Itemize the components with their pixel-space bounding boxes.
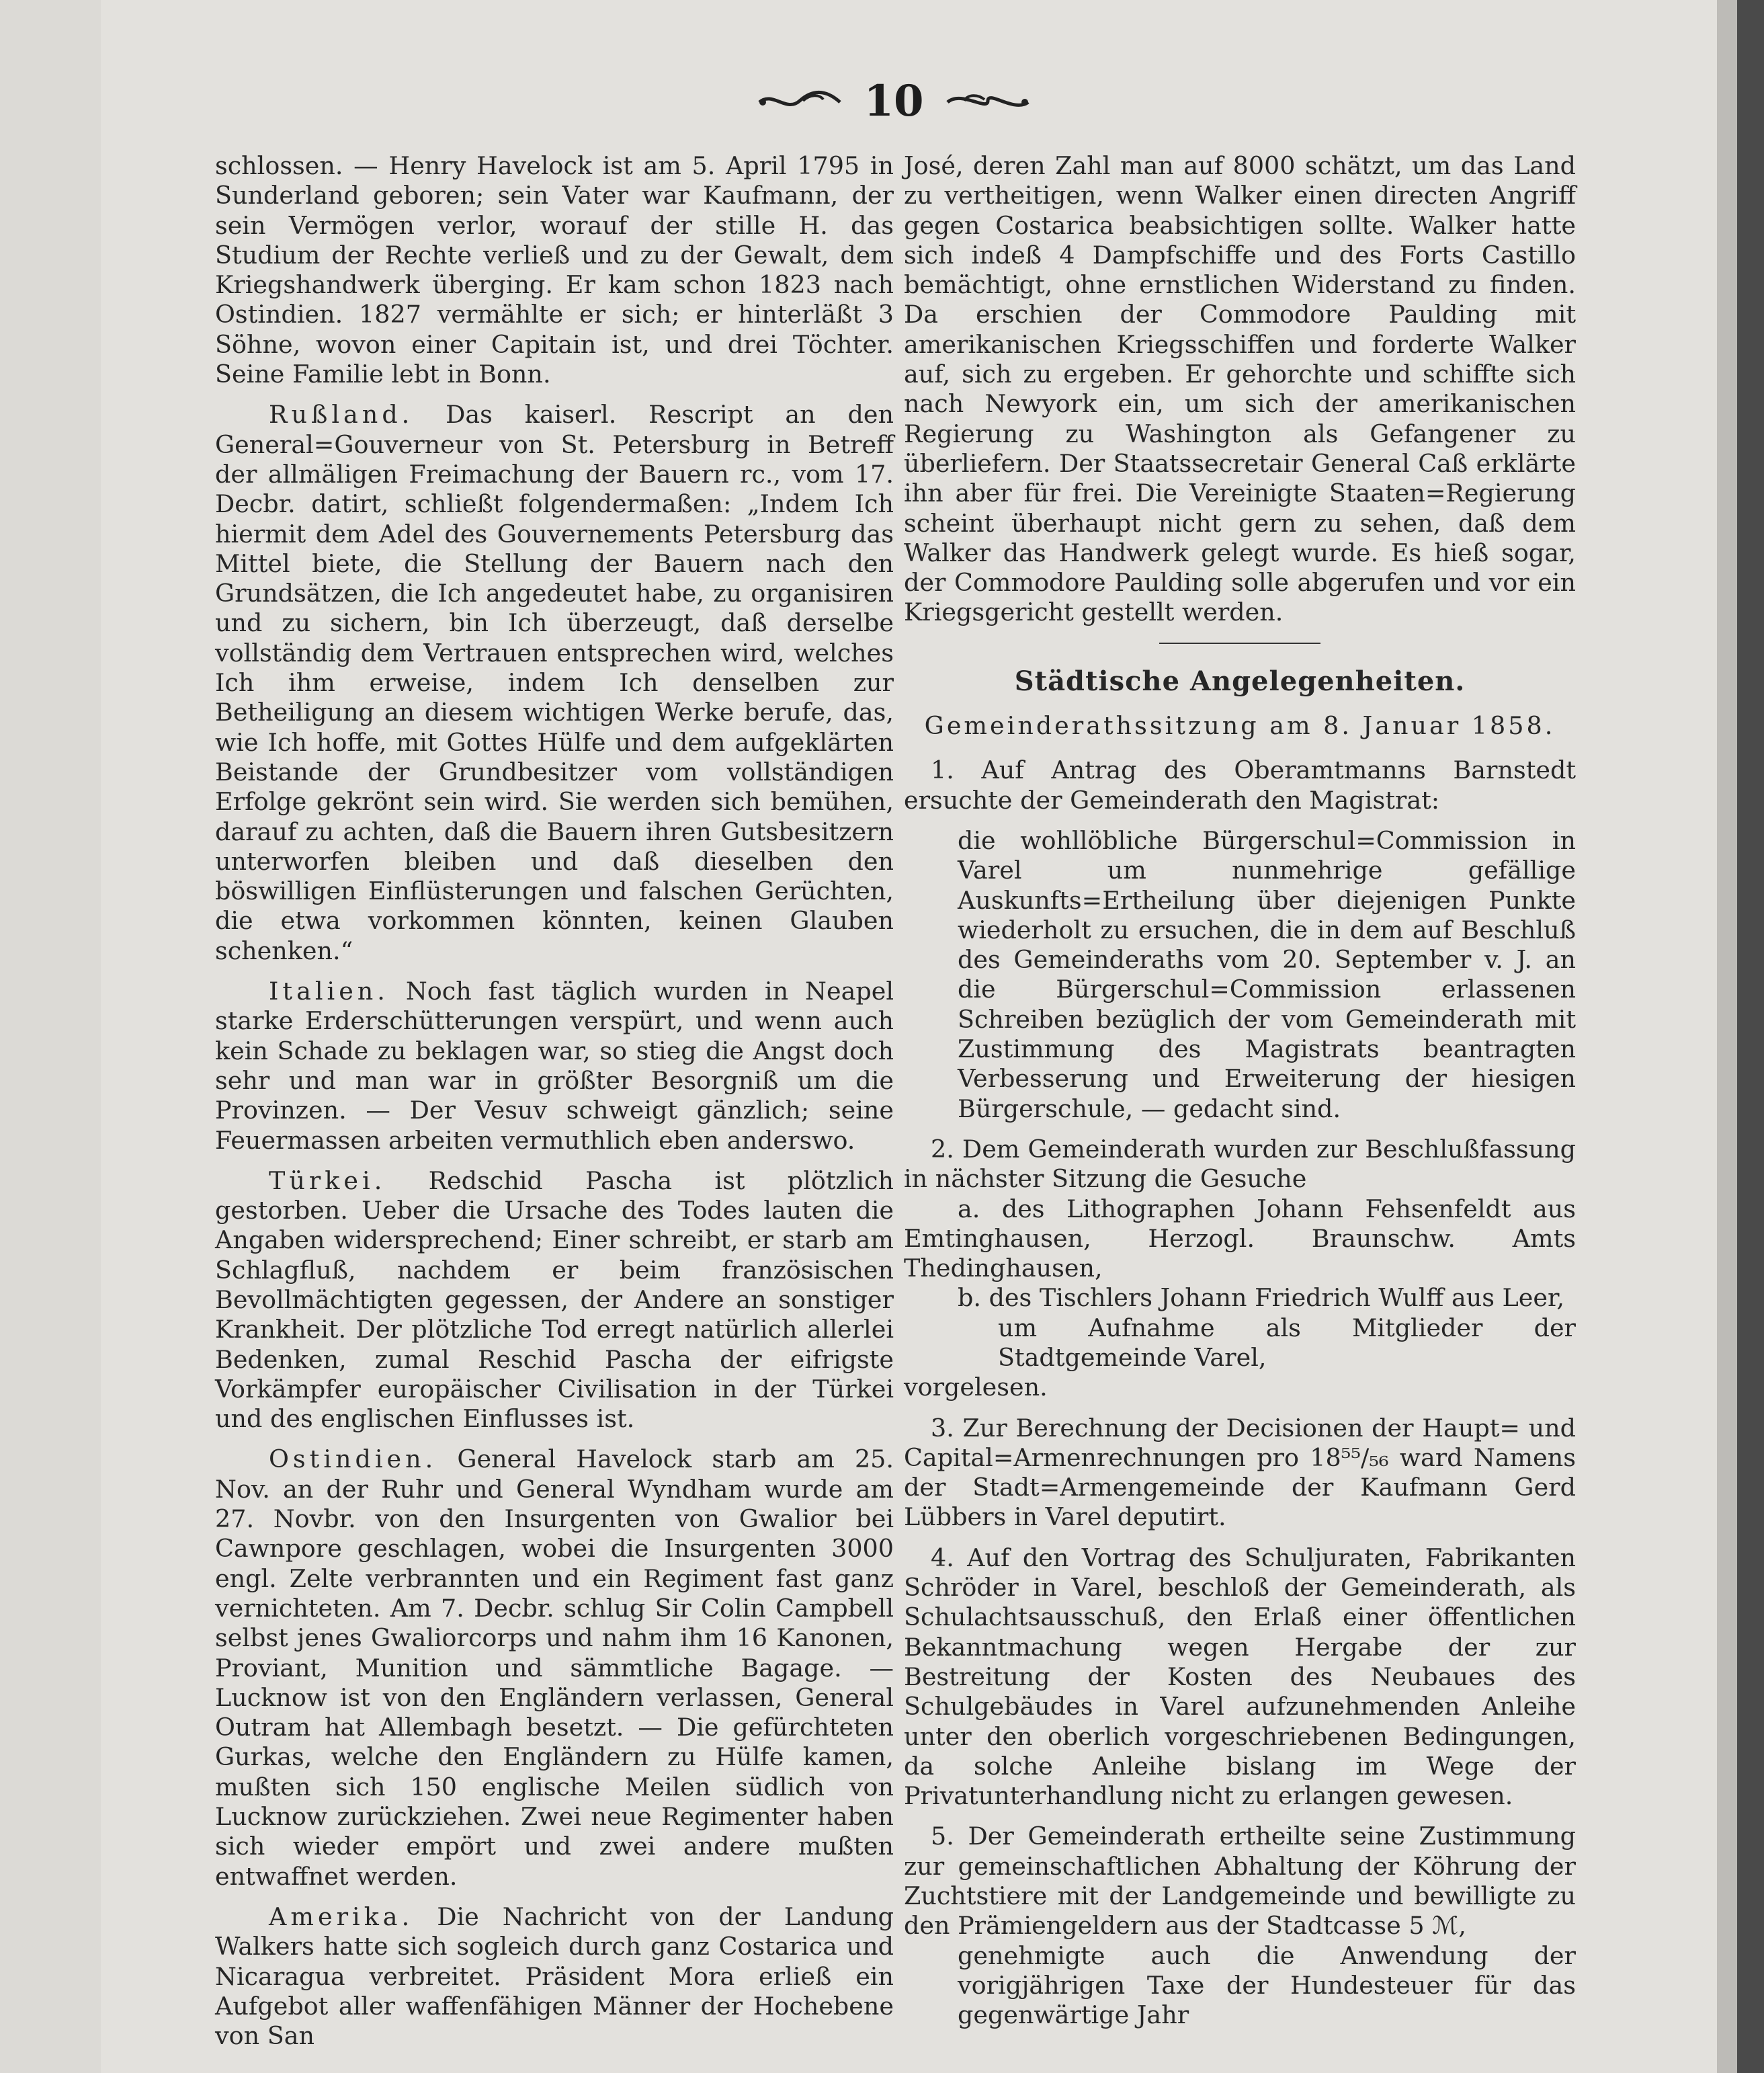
item-2-end: vorgelesen. <box>904 1373 1048 1402</box>
heading-russland: Rußland. <box>269 400 414 430</box>
heading-tuerkei: Türkei. <box>269 1166 386 1195</box>
item-2-sub-b: b. des Tischlers Johann Friedrich Wulff aus Leer, <box>958 1283 1565 1313</box>
text-ostindien: General Havelock starb am 25. Nov. an der Ruhr und General Wyndham wurde am 27. Novbr. von den Insurgenten von Gwalior bei Cawnpore geschlagen, wobei die Insurgenten 3000 engl. Zelte verbrannten und ein Regiment fast ganz vernichteten. Am 7. Decbr. schlug Sir Colin Campbell selbst jenes Gwaliorcorps und nahm ihm 16 Kanonen, Proviant, Munition und sämmtliche Bagage. — Lucknow ist von den Engländern verlassen, General Outram hat Allembagh besetzt. — Die gefürchteten Gurkas, welche den Engländern zu Hülfe kamen, mußten sich 150 englische Meilen südlich von Lucknow zurückziehen. Zwei neue Regimenter haben sich wieder empört und zwei andere mußten entwaffnet werden. <box>215 1445 894 1891</box>
ornament-left-icon <box>756 87 843 114</box>
item-1-intro: 1. Auf Antrag des Oberamtmanns Barnstedt ersuchte der Gemeinderath den Magistrat: <box>904 756 1576 815</box>
right-column <box>904 151 1576 2041</box>
section-divider <box>1159 643 1320 644</box>
item-2-sub-c: um Aufnahme als Mitglieder der Stadtgemeinde Varel, <box>998 1313 1576 1372</box>
paragraph-amerika <box>215 1902 894 2051</box>
paragraph-italien <box>215 977 894 1155</box>
item-3: 3. Zur Berechnung der Decisionen der Haupt= und Capital=Armenrechnungen pro 18⁵⁵/₅₆ ward Namens der Stadt=Armengemeinde der Kaufmann Gerd Lübbers in Varel deputirt. <box>904 1413 1576 1532</box>
heading-italien: Italien. <box>269 977 389 1006</box>
heading-ostindien: Ostindien. <box>269 1445 437 1474</box>
item-1-body: die wohllöbliche Bürgerschul=Commission in Varel um nunmehrige gefällige Auskunfts=Ertheilung über diejenigen Punkte wiederholt zu ersuchen, die in dem auf Beschluß des Gemeinderaths vom 20. September v. J. an die Bürgerschul=Commission erlassenen Schreiben bezüglich der vom Gemeinderath mit Zustimmung des Magistrats beantragten Verbesserung und Erweiterung der hiesigen Bürgerschule, — gedacht sind. <box>958 825 1576 1123</box>
paragraph-russland <box>215 400 894 966</box>
paragraph-ostindien <box>215 1445 894 1891</box>
text-amerika: Die Nachricht von der Landung Walkers hatte sich sogleich durch ganz Costarica und Nicaragua verbreitet. Präsident Mora erließ ein Aufgebot aller waffenfähigen Männer der Hochebene von San <box>215 1902 894 2051</box>
item-5-intro: 5. Der Gemeinderath ertheilte seine Zustimmung zur gemeinschaftlichen Abhaltung der Köhrung der Zuchtstiere mit der Landgemeinde und bewilligte zu den Prämiengeldern aus der Stadtcasse 5 ℳ, <box>904 1822 1576 1941</box>
page-edge-fold <box>1717 0 1737 2073</box>
text-tuerkei: Redschid Pascha ist plötzlich gestorben. Ueber die Ursache des Todes lauten die Angaben widersprechend; Einer schreibt, er starb am Schlagfluß, nachdem er beim französischen Bevollmächtigten gegessen, der Andere an sonstiger Krankheit. Der plötzliche Tod erregt natürlich allerlei Bedenken, zumal Reschid Pascha der eifrigste Vorkämpfer europäischer Civilisation in der Türkei und des englischen Einflusses ist. <box>215 1166 894 1434</box>
page-number: 10 <box>864 75 924 126</box>
paragraph-amerika-cont: José, deren Zahl man auf 8000 schätzt, um das Land zu vertheitigen, wenn Walker einen directen Angriff gegen Costarica beabsichtigen sollte. Walker hatte sich indeß 4 Dampfschiffe und des Forts Castillo bemächtigt, ohne ernstlichen Widerstand zu finden. Da erschien der Commodore Paulding mit amerikanischen Kriegsschiffen und forderte Walker auf, sich zu ergeben. Er gehorchte und schiffte sich nach Newyork ein, um sich der amerikanischen Regierung zu Washington als Gefangener zu überliefern. Der Staatssecretair General Caß erklärte ihn aber für frei. Die Vereinigte Staaten=Regierung scheint überhaupt nicht gern zu sehen, daß dem Walker das Handwerk gelegt wurde. Es hieß sogar, der Commodore Paulding solle abgerufen und vor ein Kriegsgericht gestellt werden. <box>904 151 1576 627</box>
item-4: 4. Auf den Vortrag des Schuljuraten, Fabrikanten Schröder in Varel, beschloß der Gemeinderath, als Schulachtsausschuß, den Erlaß einer öffentlichen Bekanntmachung wegen Hergabe der zur Bestreitung der Kosten des Neubaues des Schulgebäudes in Varel aufzunehmenden Anleihe unter den oberlich vorgeschriebenen Bedingungen, da solche Anleihe bislang im Wege der Privatunterhandlung nicht zu erlangen gewesen. <box>904 1543 1576 1811</box>
item-2-intro: 2. Dem Gemeinderath wurden zur Beschlußfassung in nächster Sitzung die Gesuche <box>904 1134 1576 1194</box>
item-5-body: genehmigte auch die Anwendung der vorigjährigen Taxe der Hundesteuer für das gegenwärtige Jahr <box>958 1941 1576 2030</box>
item-2-sub-a: a. des Lithographen Johann Fehsenfeldt aus Emtinghausen, Herzogl. Braunschw. Amts Thedinghausen, <box>904 1194 1576 1283</box>
paragraph-havelock: schlossen. — Henry Havelock ist am 5. April 1795 in Sunderland geboren; sein Vater war Kaufmann, der sein Vermögen verlor, worauf der stille H. das Studium der Rechte verließ und zu der Gewalt, dem Kriegshandwerk überging. Er kam schon 1823 nach Ostindien. 1827 vermählte er sich; er hinterläßt 3 Söhne, wovon einer Capitain ist, und drei Töchter. Seine Familie lebt in Bonn. <box>215 151 894 389</box>
text-russland: Das kaiserl. Rescript an den General=Gouverneur von St. Petersburg in Betreff der allmäligen Freimachung der Bauern rc., vom 17. Decbr. datirt, schließt folgendermaßen: „Indem Ich hiermit dem Adel des Gouvernements Petersburg das Mittel biete, die Stellung der Bauern nach den Grundsätzen, die Ich angedeutet habe, zu organisiren und zu sichern, bin Ich überzeugt, daß derselbe vollständig dem Vertrauen entsprechen wird, welches Ich ihm erweise, indem Ich denselben zur Betheiligung an diesem wichtigen Werke berufe, das, wie Ich hoffe, mit Gottes Hülfe und dem aufgeklärten Beistande der Grundbesitzer vom vollständigen Erfolge gekrönt sein wird. Sie werden sich bemühen, darauf zu achten, daß die Bauern ihren Gutsbesitzern unterworfen bleiben und daß dieselben den böswilligen Einflüsterungen und falschen Gerüchten, die etwa vorkommen könnten, keinen Glauben schenken.“ <box>215 400 894 965</box>
ornament-right-icon <box>944 87 1032 114</box>
meeting-title: Gemeinderathssitzung am 8. Januar 1858. <box>924 711 1556 741</box>
heading-amerika: Amerika. <box>269 1902 414 1931</box>
page-header <box>726 74 1062 128</box>
scan-edge <box>1737 0 1764 2073</box>
paragraph-tuerkei <box>215 1166 894 1434</box>
left-column <box>215 151 894 2062</box>
text-italien: Noch fast täglich wurden in Neapel starke Erderschütterungen verspürt, und wenn auch kein Schade zu beklagen war, so stieg die Angst doch sehr und man war in größter Besorgniß um die Provinzen. — Der Vesuv schweigt gänzlich; seine Feuermassen arbeiten vermuthlich eben anderswo. <box>215 977 894 1155</box>
section-title: Städtische Angelegenheiten. <box>1014 665 1466 697</box>
